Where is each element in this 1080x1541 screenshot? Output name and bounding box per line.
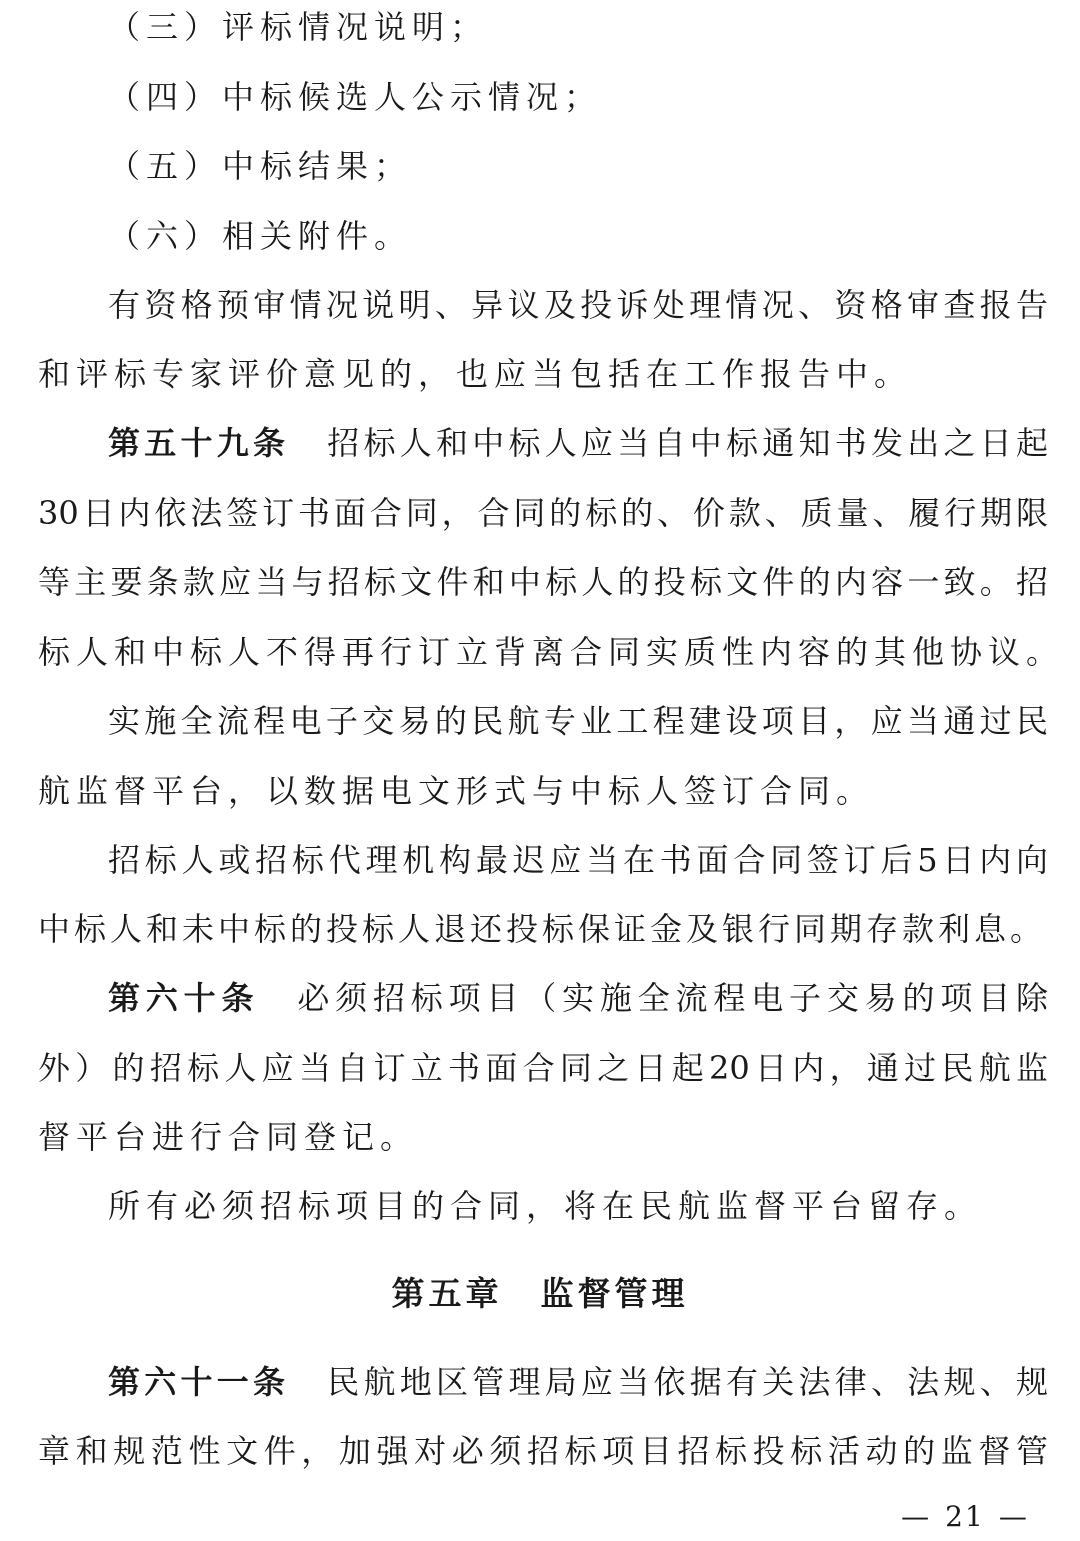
article-60-text: 必须招标项目（实施全流程电子交易的项目除 [297,979,1048,1017]
article-60-heading: 第六十条 [108,979,260,1017]
chapter-heading [0,1274,1080,1314]
paragraph-qualification-line-2: 和评标专家评价意见的，也应当包括在工作报告中。 [38,355,913,393]
article-60-line-3: 督平台进行合同登记。 [38,1118,419,1156]
list-item-5 [38,146,1080,186]
list-item-text: （五）中标结果； [108,147,413,185]
paragraph-electronic-line-2: 航监督平台，以数据电文形式与中标人签订合同。 [38,772,875,810]
page-number: 21 [945,1500,985,1533]
article-59-line-2: 30日内依法签订书面合同，合同的标的、价款、质量、履行期限 [38,494,1048,532]
article-59-line-4: 标人和中标人不得再行订立背离合同实质性内容的其他协议。 [38,633,1065,671]
chapter-number: 第五章 [391,1274,503,1313]
article-59-line-1 [38,423,1048,463]
article-60-line-2: 外）的招标人应当自订立书面合同之日起20日内，通过民航监 [38,1049,1048,1087]
article-59-text: 招标人和中标人应当自中标通知书发出之日起 [327,424,1048,462]
list-item-text: （三）评标情况说明； [108,8,489,46]
list-item-4 [38,77,1080,117]
paragraph-archive: 所有必须招标项目的合同，将在民航监督平台留存。 [108,1187,983,1225]
list-item-6 [38,216,1080,256]
paragraph-electronic-line-1: 实施全流程电子交易的民航专业工程建设项目，应当通过民 [108,702,1048,740]
article-61-heading: 第六十一条 [108,1363,290,1401]
page-number-group [895,1500,1035,1534]
list-item-3 [38,7,1080,47]
article-61-text: 民航地区管理局应当依据有关法律、法规、规 [327,1363,1048,1401]
paragraph-deposit-line-2: 中标人和未中标的投标人退还投标保证金及银行同期存款利息。 [38,910,1047,948]
article-61-line-1 [38,1362,1048,1402]
paragraph-deposit-line-1: 招标人或招标代理机构最迟应当在书面合同签订后5日内向 [108,841,1048,879]
chapter-title: 监督管理 [540,1274,689,1313]
list-item-text: （四）中标候选人公示情况； [108,78,603,116]
paragraph-qualification-line-1: 有资格预审情况说明、异议及投诉处理情况、资格审查报告 [108,286,1048,324]
list-item-text: （六）相关附件。 [108,217,413,255]
page-number-dash-left: — [901,1500,932,1533]
article-60-line-1 [38,978,1048,1018]
article-59-heading: 第五十九条 [108,424,290,462]
page-number-dash-right: — [998,1500,1029,1533]
article-61-line-2: 章和规范性文件，加强对必须招标项目招标投标活动的监督管 [38,1432,1048,1470]
article-59-line-3: 等主要条款应当与招标文件和中标人的投标文件的内容一致。招 [38,563,1048,601]
